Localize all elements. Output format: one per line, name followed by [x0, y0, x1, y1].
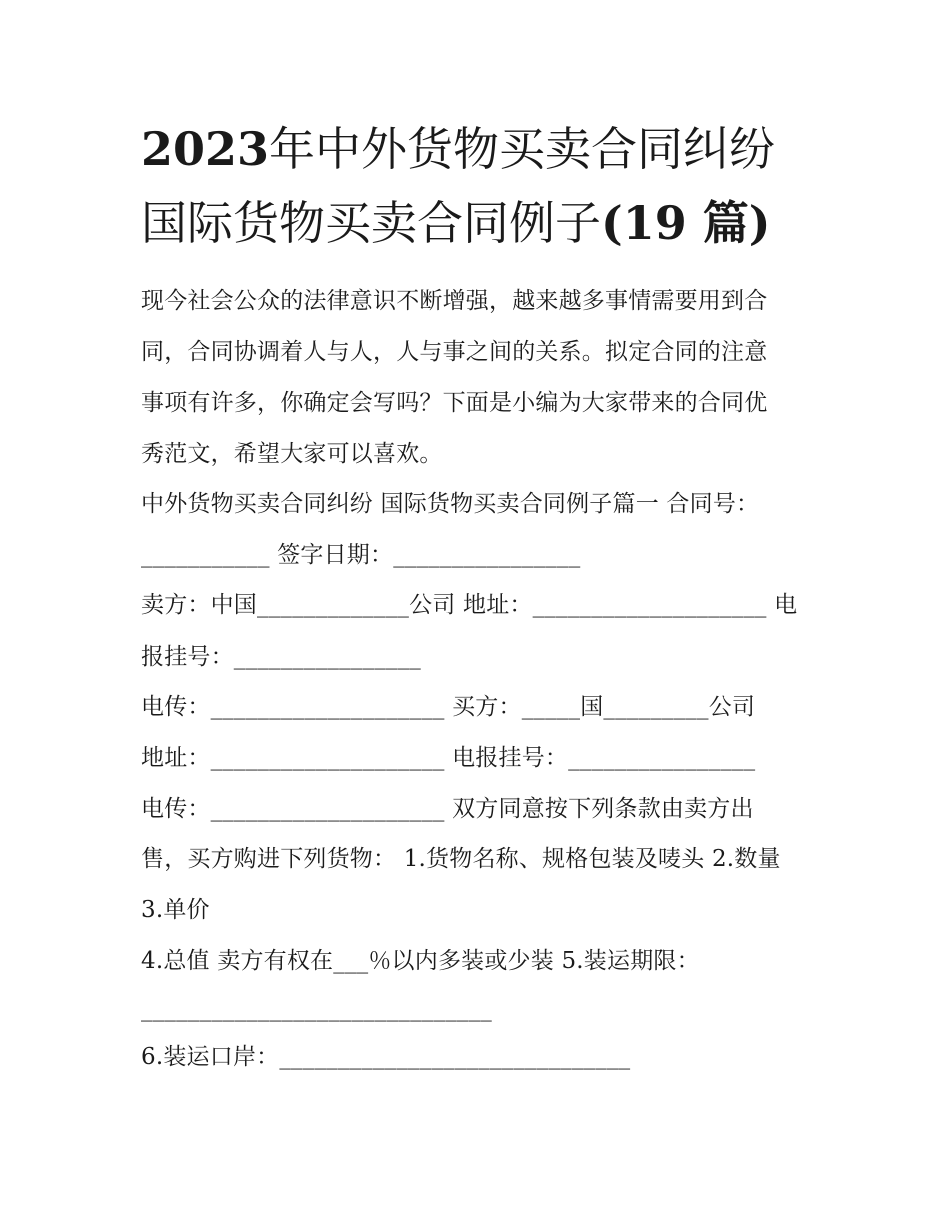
body-line: 6.装运口岸：______________________________ [141, 1044, 631, 1070]
title-line1-text: 年中外货物买卖合同纠纷 [269, 122, 776, 176]
body-line: 秀范文，希望大家可以喜欢。 [141, 441, 443, 467]
body-line: 地址：____________________ 电报挂号：________________ [141, 745, 756, 771]
body-line: 卖方：中国_____________公司 地址：____________________ 电 [141, 592, 798, 618]
body-line: 现今社会公众的法律意识不断增强，越来越多事情需要用到合 [141, 288, 768, 314]
body-line: ______________________________ [141, 996, 492, 1022]
body-line: ___________ 签字日期：________________ [141, 542, 581, 568]
body-line: 电传：____________________ 双方同意按下列条款由卖方出 [141, 796, 754, 822]
document-title [141, 112, 821, 260]
body-line: 中外货物买卖合同纠纷 国际货物买卖合同例子篇一 合同号： [141, 491, 760, 517]
title-count: (19 [601, 196, 703, 250]
body-line: 3.单价 [141, 897, 210, 923]
body-line: 报挂号：________________ [141, 644, 421, 670]
body-line: 同，合同协调着人与人，人与事之间的关系。拟定合同的注意 [141, 339, 768, 365]
body-line: 事项有许多，你确定会写吗？下面是小编为大家带来的合同优 [141, 390, 768, 416]
title-line2-text: 国际货物买卖合同例子 [141, 196, 601, 250]
title-year: 2023 [141, 122, 270, 176]
body-line: 4.总值 卖方有权在___％以内多装或少装 5.装运期限： [141, 948, 700, 974]
body-line: 售，买方购进下列货物： 1.货物名称、规格包装及唛头 2.数量 [141, 846, 781, 872]
body-line: 电传：____________________ 买方：_____国_________公司 [141, 694, 756, 720]
title-count-end: 篇) [702, 196, 771, 250]
